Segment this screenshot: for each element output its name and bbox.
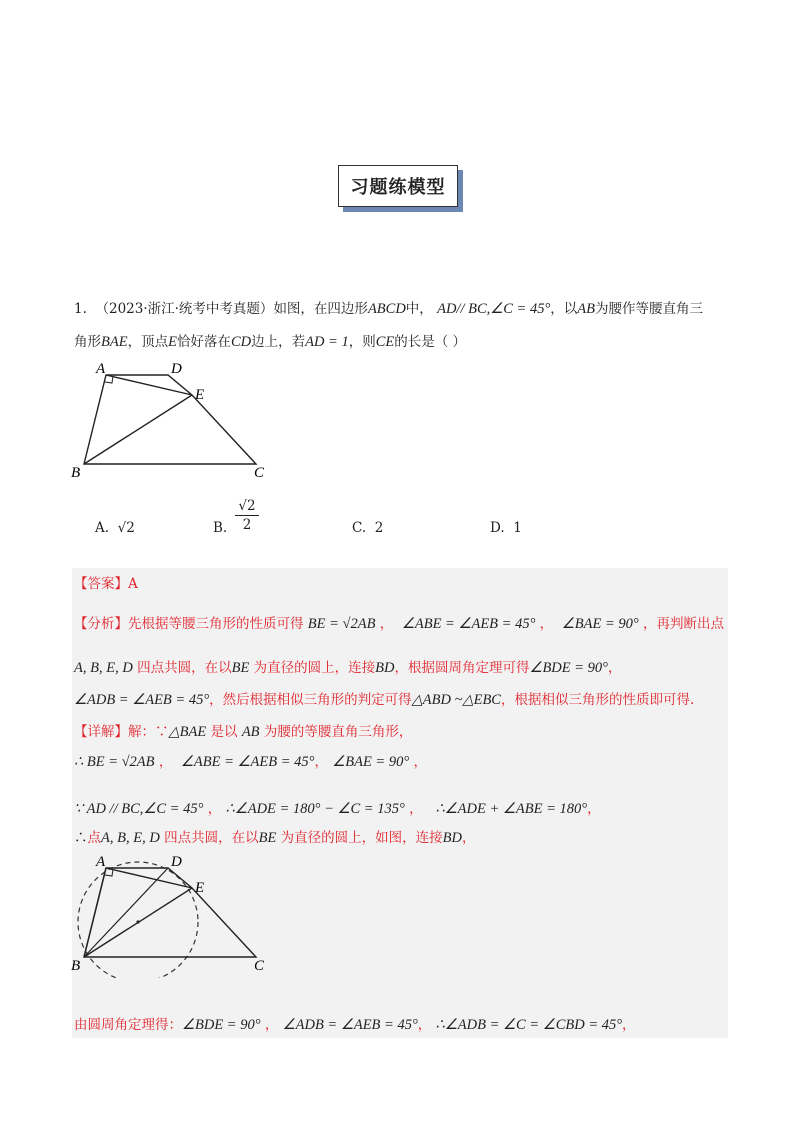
fig2-label-c: C (254, 958, 265, 974)
detail-line-2: ∴ BE = √2AB ， ∠ABE = ∠AEB = 45°， ∠BAE = 90° ， (74, 754, 427, 770)
option-b-fraction: √2 2 (235, 498, 259, 533)
figure-1-quadrilateral (60, 355, 290, 485)
detail-line-5: 由圆周角定理得：∠BDE = 90° ， ∠ADB = ∠AEB = 45°， ∴∠ADB = ∠C = ∠CBD = 45°， (74, 1017, 636, 1033)
fig2-label-d: D (171, 854, 182, 870)
figure-2-cyclic (60, 848, 290, 978)
fig2-label-a: A (96, 854, 106, 870)
option-c[interactable]: C. 2 (352, 520, 384, 536)
fig1-label-d: D (171, 361, 182, 377)
fig2-label-b: B (71, 958, 81, 974)
detail-line-3: ∵ AD // BC,∠C = 45° ， ∴∠ADE = 180° − ∠C = 135° ， ∴∠ADE + ∠ABE = 180°， (74, 801, 601, 817)
question-line-2: 角形BAE，顶点E恰好落在CD边上，若AD = 1，则CE的长是（ ） (74, 334, 467, 350)
fig2-label-e: E (195, 880, 205, 896)
option-a[interactable]: A. √2 (95, 520, 135, 536)
detail-line-1: 【详解】解：∵△BAE 是以 AB 为腰的等腰直角三角形， (74, 724, 413, 740)
analysis-line-1: 【分析】先根据等腰三角形的性质可得 BE = √2AB ， ∠ABE = ∠AEB = 45° ， ∠BAE = 90° ，再判断出点 (74, 616, 724, 632)
analysis-line-2: A, B, E, D 四点共圆，在以BE 为直径的圆上，连接BD，根据圆周角定理可得∠BDE = 90°， (74, 660, 622, 676)
answer-line: 【答案】A (74, 576, 138, 592)
fig1-label-b: B (71, 465, 81, 481)
fig1-label-e: E (195, 387, 205, 403)
detail-line-4: ∴点A, B, E, D 四点共圆，在以BE 为直径的圆上，如图，连接BD， (74, 830, 476, 846)
analysis-line-3: ∠ADB = ∠AEB = 45°，然后根据相似三角形的判定可得△ABD ~△EBC，根据相似三角形的性质即可得. (74, 692, 695, 708)
question-line-1: 1. （2023·浙江·统考中考真题）如图，在四边形ABCD中， AD// BC,∠C = 45°，以AB为腰作等腰直角三 (74, 301, 703, 317)
option-b[interactable]: B. (213, 520, 228, 536)
option-d[interactable]: D. 1 (490, 520, 522, 536)
fig1-label-c: C (254, 465, 265, 481)
section-title: 习题练模型 (338, 165, 458, 207)
fig1-label-a: A (96, 361, 106, 377)
